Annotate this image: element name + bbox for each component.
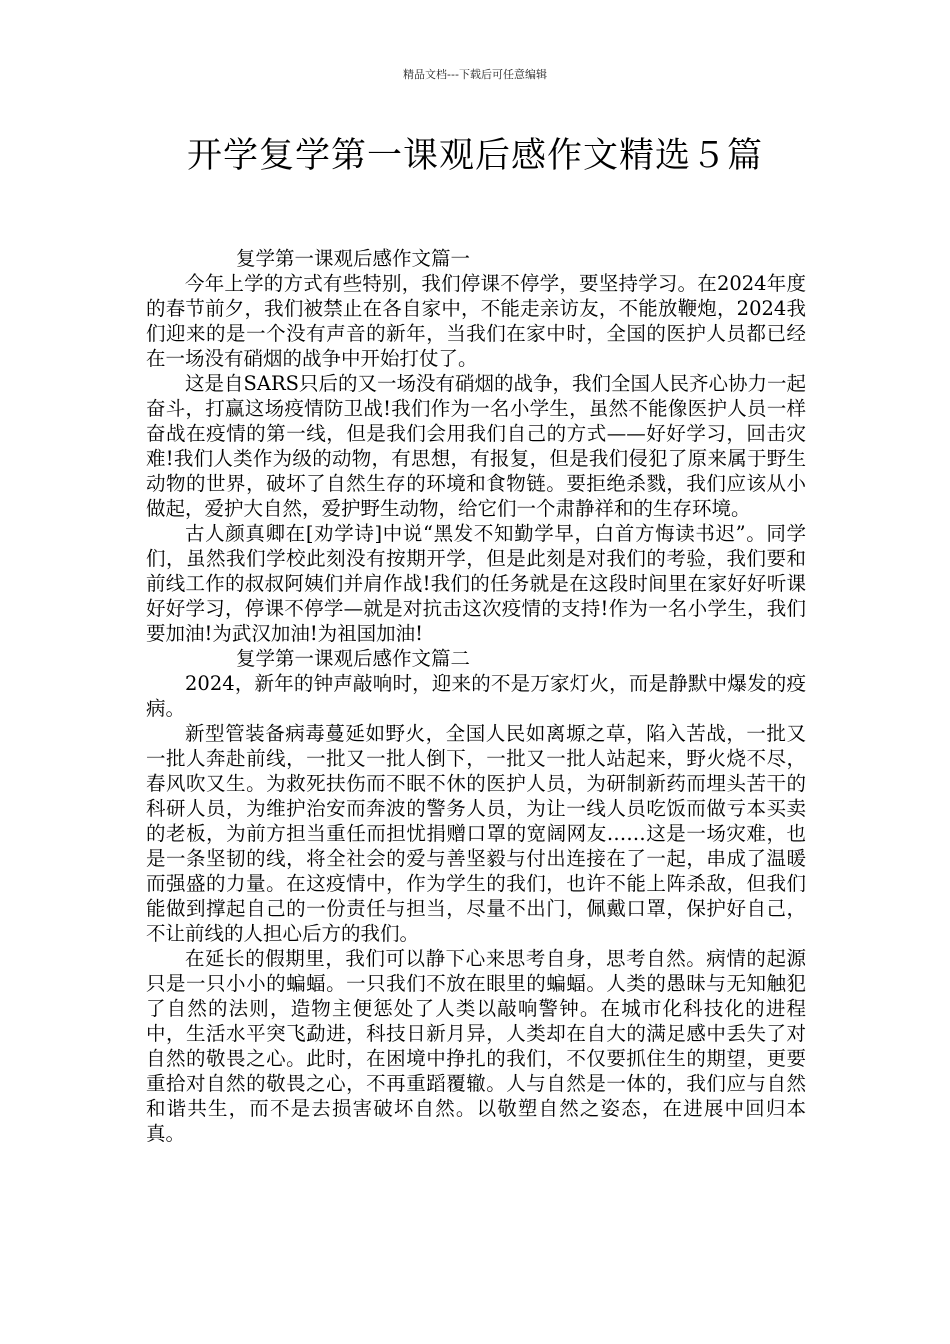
header-note: 精品文档---下载后可任意编辑 (403, 68, 547, 81)
paragraph: 在延长的假期里，我们可以静下心来思考自身，思考自然。病情的起源只是一只小小的蝙蝠。一只我们不放在眼里的蝙蝠。人类的愚昧与无知触犯了自然的法则，造物主便惩处了人类以敲响警钟。在城市化科技化的进程中，生活水平突飞勐进，科技日新月异，人类却在自大的满足感中丢失了对自然的敬畏之心。此时，在困境中挣扎的我们，不仅要抓住生的期望，更要重拾对自然的敬畏之心，不再重蹈覆辙。人与自然是一体的，我们应与自然和谐共生，而不是去损害破坏自然。以敬塑自然之姿态，在进展中回归本真。 (146, 947, 806, 1145)
paragraph: 2024，新年的钟声敲响时，迎来的不是万家灯火，而是静默中爆发的疫病。 (146, 672, 806, 720)
document-body (146, 246, 806, 1146)
section-heading: 复学第一课观后感作文篇二 (236, 647, 471, 670)
paragraph: 新型管装备病毒蔓延如野火，全国人民如离塬之草，陷入苦战，一批又一批人奔赴前线，一批又一批人倒下，一批又一批人站起来，野火烧不尽，春风吹又生。为救死扶伤而不眠不休的医护人员，为研制新药而埋头苦干的科研人员，为维护治安而奔波的警务人员，为让一线人员吃饭而做亏本买卖的老板，为前方担当重任而担忧捐赠口罩的宽阔网友……这是一场灾难，也是一条坚韧的线，将全社会的爱与善坚毅与付出连接在了一起，串成了温暖而强盛的力量。在这疫情中，作为学生的我们，也许不能上阵杀敌，但我们能做到撑起自己的一份责任与担当，尽量不出门，佩戴口罩，保护好自己，不让前线的人担心后方的我们。 (146, 722, 806, 945)
section-heading: 复学第一课观后感作文篇一 (236, 247, 471, 270)
paragraph: 这是自SARS只后的又一场没有硝烟的战争，我们全国人民齐心协力一起奋斗，打赢这场疫情防卫战!我们作为一名小学生，虽然不能像医护人员一样奋战在疫情的第一线，但是我们会用我们自己的方式——好好学习，回击灾难!我们人类作为级的动物，有思想，有报复，但是我们侵犯了原来属于野生动物的世界，破坏了自然生存的环境和食物链。要拒绝杀戮，我们应该从小做起，爱护大自然，爱护野生动物，给它们一个肃静祥和的生存环境。 (146, 372, 806, 520)
document-title: 开学复学第一课观后感作文精选５篇 (186, 136, 763, 176)
paragraph: 今年上学的方式有些特别，我们停课不停学，要坚持学习。在2024年度的春节前夕，我们被禁止在各自家中，不能走亲访友，不能放鞭炮，2024我们迎来的是一个没有声音的新年，当我们在家中时，全国的医护人员都已经在一场没有硝烟的战争中开始打仗了。 (146, 272, 806, 370)
paragraph: 古人颜真卿在[劝学诗]中说“黑发不知勤学早，白首方悔读书迟”。同学们，虽然我们学校此刻没有按期开学，但是此刻是对我们的考验，我们要和前线工作的叔叔阿姨们并肩作战!我们的任务就是在这段时间里在家好好听课好好学习，停课不停学—就是对抗击这次疫情的支持!作为一名小学生，我们要加油!为武汉加油!为祖国加油! (146, 522, 806, 645)
